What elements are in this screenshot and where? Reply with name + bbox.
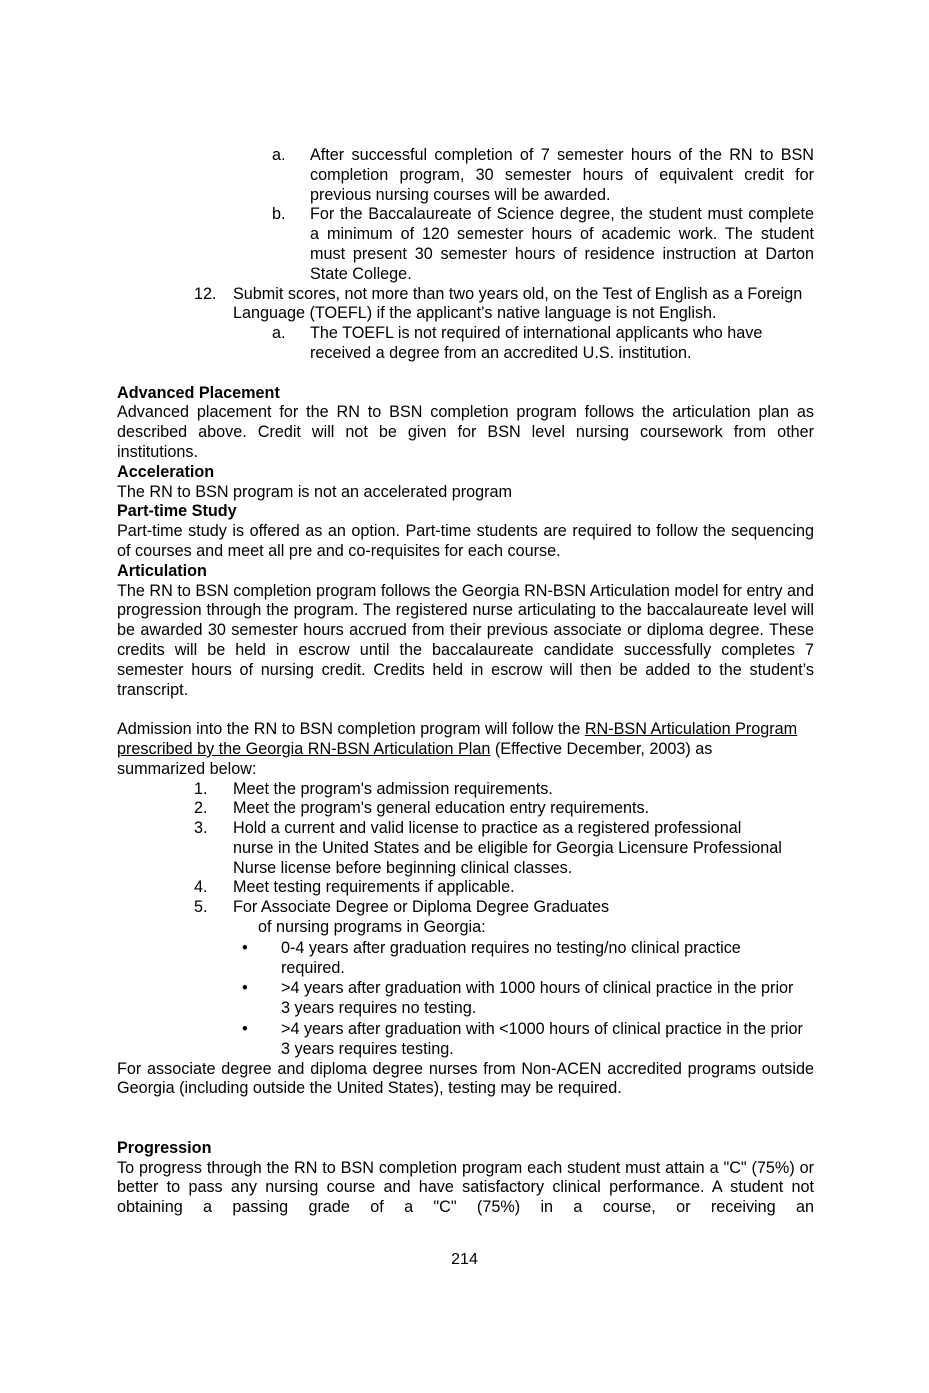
list-marker: 12.: [194, 284, 217, 303]
list-marker: a.: [272, 324, 286, 343]
bullet-glyph: •: [242, 979, 248, 998]
section-heading-progression: Progression: [117, 1138, 212, 1157]
list-item-text: Meet the program's general education entry requirements.: [233, 799, 650, 818]
bullet-text: >4 years after graduation with <1000 hours of clinical practice in the prior 3 years requires testing.: [281, 1020, 803, 1058]
list-item-text: After successful completion of 7 semester hours of the RN to BSN completion program, 30 semester hours of equivalent credit for previous nursing courses will be awarded.: [310, 146, 814, 204]
list-item-text: Hold a current and valid license to practice as a registered professional nurse in the United States and be eligible for Georgia Licensure Professional Nurse license before beginning clinical classes.: [233, 819, 782, 877]
list-marker: 4.: [194, 878, 208, 897]
list-marker: 1.: [194, 779, 208, 798]
admission-item-1: [117, 780, 814, 800]
list-item-text: The TOEFL is not required of international applicants who have received a degree from an accredited U.S. institution.: [310, 324, 763, 362]
admission-item-4: [117, 878, 814, 898]
admission-intro-after: (Effective December, 2003) as summarized below:: [117, 739, 713, 778]
admission-item-5-continuation: of nursing programs in Georgia:: [258, 918, 486, 937]
paragraph-admission-intro: [117, 720, 814, 779]
articulation-plan-reference: RN-BSN Articulation Program prescribed by the Georgia RN-BSN Articulation Plan: [117, 720, 798, 758]
paragraph-acceleration: The RN to BSN program is not an accelerated program: [117, 482, 512, 501]
list-item-text: For the Baccalaureate of Science degree, the student must complete a minimum of 120 semester hours of academic work. The student must present 30 semester hours of residence instruction at Darton State College.: [310, 205, 814, 283]
list-marker: a.: [272, 146, 286, 164]
section-heading-advanced-placement: Advanced Placement: [117, 383, 280, 402]
list-item-12: [117, 285, 814, 325]
list-item-text: For Associate Degree or Diploma Degree Graduates: [233, 898, 610, 917]
document-body: [117, 146, 814, 1218]
bullet-item: [117, 979, 814, 1019]
admission-item-2: [117, 799, 814, 819]
paragraph-advanced-placement: Advanced placement for the RN to BSN completion program follows the articulation plan as described above. Credit will not be given for BSN level nursing coursework from other institutions.: [117, 403, 814, 461]
list-item-text: Meet testing requirements if applicable.: [233, 878, 515, 897]
bullet-text: 0-4 years after graduation requires no testing/no clinical practice required.: [281, 938, 741, 977]
bullet-text: >4 years after graduation with 1000 hours of clinical practice in the prior 3 years requires no testing.: [281, 979, 794, 1018]
admission-item-5: [117, 898, 814, 918]
bullet-glyph: •: [242, 1020, 248, 1039]
paragraph-progression: To progress through the RN to BSN completion program each student must attain a "C" (75%) or better to pass any nursing course and have satisfactory clinical performance. A student not obtaining a passing grade of a "C" (75%) in a course, or receiving an: [117, 1158, 814, 1217]
section-heading-articulation: Articulation: [117, 561, 207, 580]
list-marker: 5.: [194, 898, 208, 917]
paragraph-part-time-study: Part-time study is offered as an option. Part-time students are required to follow the sequencing of courses and meet all pre and co-requisites for each course.: [117, 522, 814, 560]
admission-item-3: [117, 819, 814, 878]
list-item-12a: [117, 324, 814, 364]
list-item-text: Meet the program's admission requirements.: [233, 779, 553, 798]
list-marker: b.: [272, 205, 286, 224]
paragraph-articulation: The RN to BSN completion program follows the Georgia RN-BSN Articulation model for entry and progression through the program. The registered nurse articulating to the baccalaureate level will be awarded 30 semester hours accrued from their previous associate or diploma degree. These credits will be held in escrow until the baccalaureate candidate successfully completes 7 semester hours of nursing credit. Credits held in escrow will then be added to the student’s transcript.: [117, 581, 814, 699]
admission-intro-before: Admission into the RN to BSN completion program will follow the: [117, 720, 585, 739]
list-marker: 2.: [194, 799, 208, 818]
list-item-b: [117, 205, 814, 284]
list-item-text: Submit scores, not more than two years old, on the Test of English as a Foreign Language (TOEFL) if the applicant’s native language is not English.: [233, 284, 803, 323]
page-number: 214: [451, 1251, 478, 1268]
bullet-item: [117, 939, 814, 979]
list-marker: 3.: [194, 819, 208, 838]
list-item-a: [117, 146, 814, 205]
section-heading-acceleration: Acceleration: [117, 462, 215, 481]
paragraph-non-acen: For associate degree and diploma degree nurses from Non-ACEN accredited programs outside Georgia (including outside the United States), testing may be required.: [117, 1059, 814, 1098]
bullet-glyph: •: [242, 938, 248, 957]
bullet-item: [117, 1020, 814, 1060]
section-heading-part-time-study: Part-time Study: [117, 502, 237, 521]
